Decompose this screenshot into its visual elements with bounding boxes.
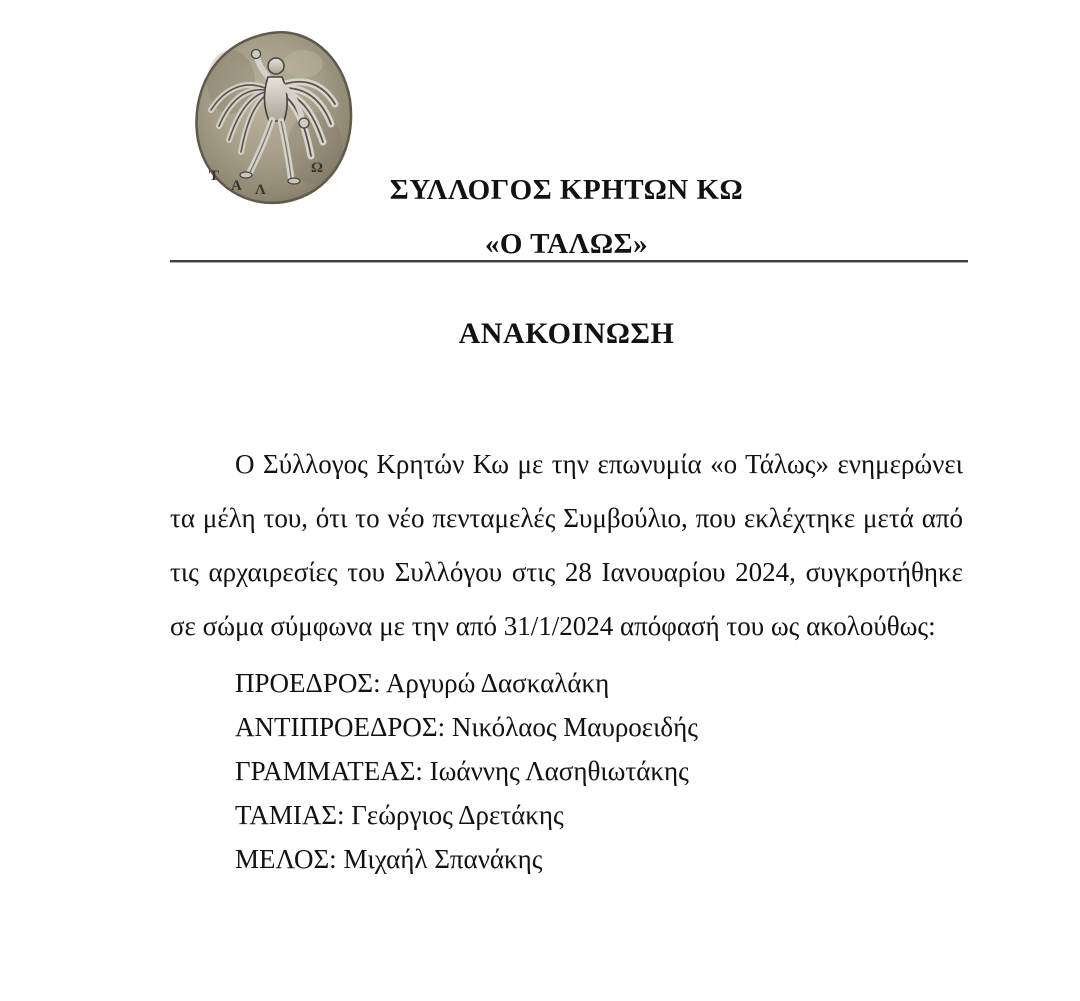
coin-letter: Λ	[255, 182, 266, 198]
coin-letter: Ω	[311, 160, 324, 176]
coin-letter: Τ	[209, 168, 220, 184]
board-member-name: Μιχαήλ Σπανάκης	[343, 844, 543, 874]
board-member-row	[235, 793, 698, 837]
announcement-heading: ΑΝΑΚΟΙΝΩΣΗ	[458, 317, 675, 350]
coin-letter: Α	[231, 178, 242, 194]
board-member-name: Γεώργιος Δρετάκης	[351, 800, 564, 830]
board-member-row	[235, 749, 698, 793]
board-member-role: ΠΡΟΕΔΡΟΣ:	[235, 668, 381, 698]
board-member-row	[235, 661, 698, 705]
board-member-row	[235, 705, 698, 749]
board-member-name: Αργυρώ Δασκαλάκη	[385, 668, 610, 698]
org-name-title: ΣΥΛΛΟΓΟΣ ΚΡΗΤΩΝ ΚΩ	[389, 174, 744, 206]
board-member-name: Νικόλαος Μαυροειδής	[451, 712, 698, 742]
org-subtitle: «Ο ΤΑΛΩΣ»	[484, 228, 649, 260]
board-member-role: ΓΡΑΜΜΑΤΕΑΣ:	[235, 756, 423, 786]
board-member-name: Ιωάννης Λασηθιωτάκης	[429, 756, 689, 786]
announcement-body-paragraph: Ο Σύλλογος Κρητών Κω με την επωνυμία «ο Τάλως» ενημερώνει τα μέλη του, ότι το νέο πενταμελές Συμβούλιο, που εκλέχτηκε μετά από τις αρχαιρεσίες του Συλλόγου στις 28 Ιανουαρίου 2024, συγκροτήθηκε σε σώμα σύμφωνα με την από 31/1/2024 απόφασή του ως ακολούθως:	[170, 449, 963, 641]
board-member-role: ΤΑΜΙΑΣ:	[235, 800, 345, 830]
header-divider-line	[170, 260, 968, 263]
board-member-role: ΑΝΤΙΠΡΟΕΔΡΟΣ:	[235, 712, 446, 742]
board-member-row	[235, 837, 698, 881]
board-member-role: ΜΕΛΟΣ:	[235, 844, 337, 874]
board-members-list	[235, 661, 698, 881]
